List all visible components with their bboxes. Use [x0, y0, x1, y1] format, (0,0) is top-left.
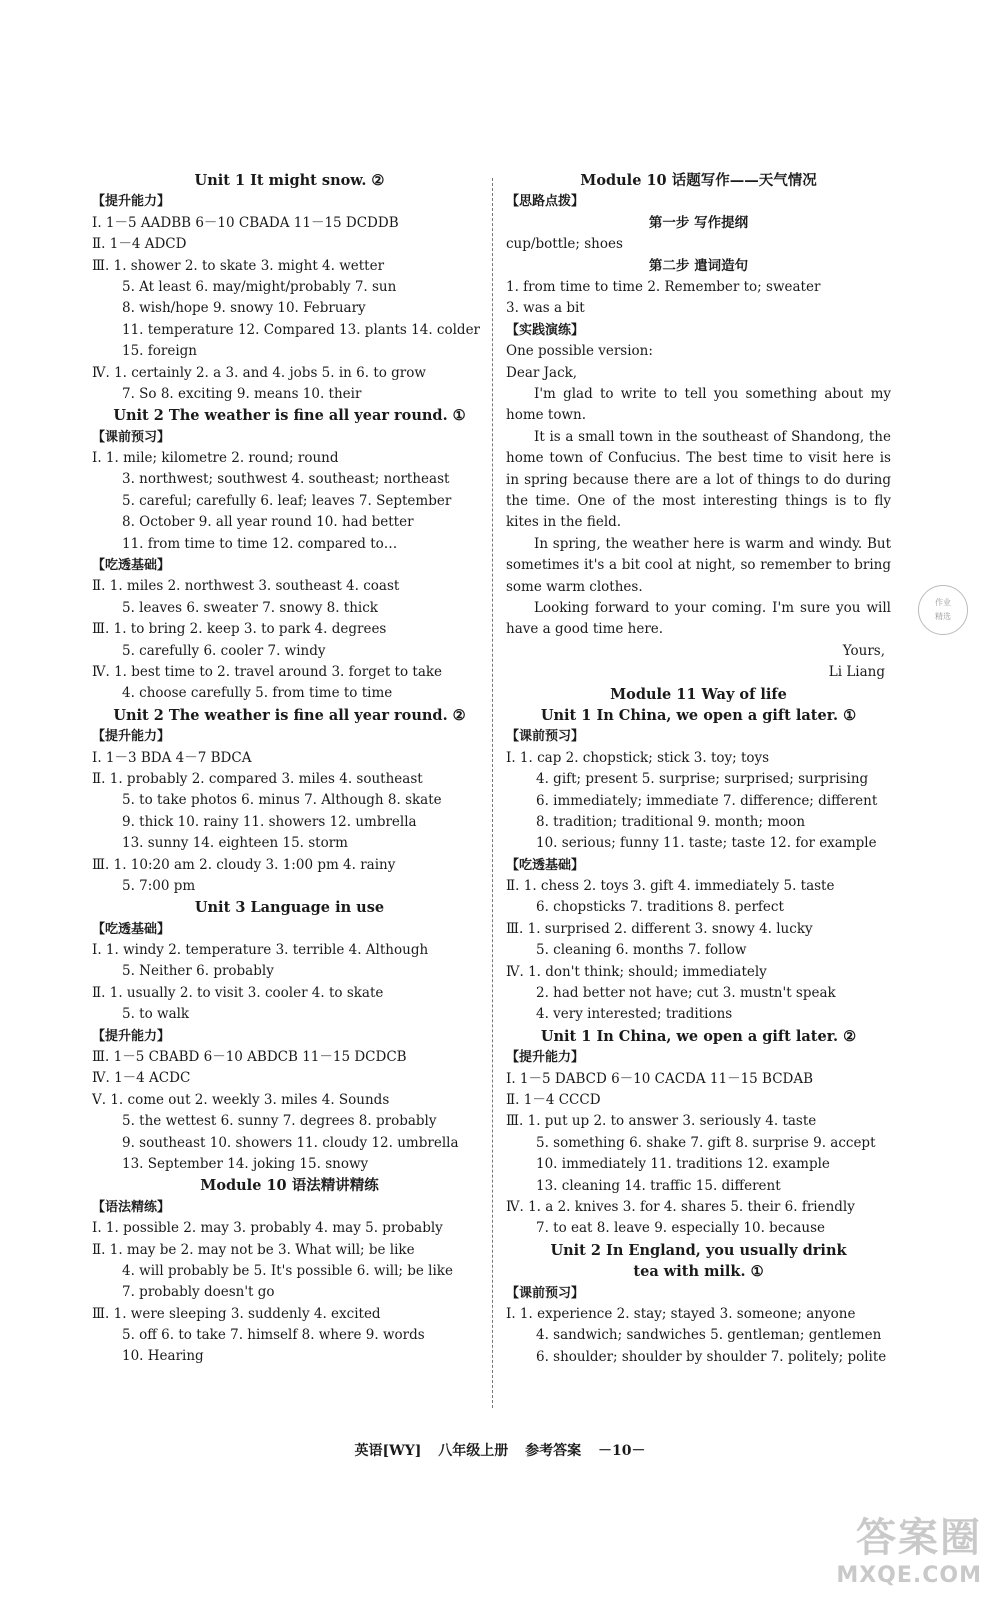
- answer-line: 6. chopsticks 7. traditions 8. perfect: [536, 899, 784, 916]
- answer-line: Ⅱ. 1－4 ADCD: [92, 236, 187, 253]
- section-title: tea with milk. ①: [633, 1263, 764, 1281]
- answer-line: 7. So 8. exciting 9. means 10. their: [122, 385, 362, 402]
- watermark-url: MXQE.COM: [836, 1563, 982, 1588]
- section-tag: 【吃透基础】: [92, 921, 171, 937]
- answer-line: Ⅲ. 1. to bring 2. keep 3. to park 4. degrees: [92, 621, 387, 638]
- answer-line: 4. gift; present 5. surprise; surprised; surprising: [536, 771, 869, 788]
- answer-line: 1. from time to time 2. Remember to; sweater: [506, 278, 821, 295]
- section-tag: 【提升能力】: [506, 1050, 585, 1066]
- answer-line: Ⅲ. 1. put up 2. to answer 3. seriously 4. taste: [506, 1113, 817, 1130]
- answer-line: Ⅴ. 1. come out 2. weekly 3. miles 4. Sounds: [92, 1091, 390, 1108]
- answer-line: 11. from time to time 12. compared to…: [122, 535, 398, 552]
- step-heading: 第一步 写作提纲: [648, 214, 749, 231]
- page-footer: [0, 1440, 1000, 1460]
- section-tag: 【吃透基础】: [92, 558, 171, 574]
- answer-line: Ⅲ. 1. surprised 2. different 3. snowy 4. lucky: [506, 920, 813, 937]
- section-tag: 【提升能力】: [92, 194, 171, 210]
- answer-line: 13. September 14. joking 15. snowy: [122, 1155, 369, 1172]
- answer-line: 5. 7:00 pm: [122, 877, 196, 894]
- answer-line: 5. something 6. shake 7. gift 8. surprise 9. accept: [536, 1134, 876, 1151]
- section-tag: 【语法精练】: [92, 1199, 171, 1215]
- section-title: Unit 1 It might snow. ②: [194, 172, 385, 189]
- answer-line: Ⅳ. 1. don't think; should; immediately: [506, 963, 767, 980]
- section-tag: 【课前预习】: [506, 1285, 585, 1301]
- answer-line: Ⅰ. 1. possible 2. may 3. probably 4. may 5. probably: [92, 1220, 443, 1237]
- answer-line: 3. northwest; southwest 4. southeast; northeast: [122, 471, 450, 488]
- answer-line: Ⅲ. 1. were sleeping 3. suddenly 4. excited: [92, 1305, 381, 1322]
- section-tag: 【实践演练】: [506, 322, 585, 338]
- answer-line: 10. serious; funny 11. taste; taste 12. for example: [536, 835, 877, 852]
- right-column: [506, 170, 891, 1368]
- section-title: Unit 3 Language in use: [194, 899, 385, 917]
- site-watermark: [836, 1506, 982, 1588]
- answer-line: 4. sandwich; sandwiches 5. gentleman; gentlemen: [536, 1327, 882, 1344]
- answer-line: One possible version:: [506, 343, 653, 360]
- answer-line: Ⅱ. 1. probably 2. compared 3. miles 4. southeast: [92, 770, 423, 787]
- answer-line: 6. shoulder; shoulder by shoulder 7. politely; polite: [536, 1348, 887, 1365]
- answer-line: Ⅳ. 1. a 2. knives 3. for 4. shares 5. their 6. friendly: [506, 1198, 855, 1215]
- section-tag: 【思路点拨】: [506, 194, 585, 210]
- answer-line: Dear Jack,: [506, 364, 578, 381]
- footer-grade: 八年级上册: [438, 1443, 509, 1459]
- answer-line: 3. was a bit: [506, 300, 585, 317]
- answer-line: 4. choose carefully 5. from time to time: [122, 685, 393, 702]
- signature-line: Yours,: [842, 642, 885, 659]
- answer-line: Ⅳ. 1. best time to 2. travel around 3. forget to take: [92, 663, 443, 680]
- answer-line: Ⅱ. 1－4 CCCD: [506, 1091, 601, 1108]
- watermark-logo: 答案圈: [856, 1515, 982, 1561]
- section-tag: 【课前预习】: [92, 429, 171, 445]
- section-title: Module 10 话题写作——天气情况: [580, 172, 817, 189]
- answer-line: Ⅰ. 1－5 AADBB 6－10 CBADA 11－15 DCDDB: [92, 214, 399, 231]
- answer-line: Ⅱ. 1. may be 2. may not be 3. What will; be like: [92, 1241, 415, 1258]
- answer-line: Ⅰ. 1. windy 2. temperature 3. terrible 4. Although: [92, 942, 429, 959]
- answer-line: Ⅱ. 1. miles 2. northwest 3. southeast 4. coast: [92, 578, 400, 595]
- section-tag: 【课前预习】: [506, 729, 585, 745]
- answer-line: 10. Hearing: [122, 1348, 204, 1365]
- answer-line: 5. to walk: [122, 1006, 190, 1023]
- answer-line: Ⅱ. 1. usually 2. to visit 3. cooler 4. to skate: [92, 984, 384, 1001]
- answer-line: 9. thick 10. rainy 11. showers 12. umbrella: [122, 813, 417, 830]
- answer-line: 5. to take photos 6. minus 7. Although 8. skate: [122, 792, 442, 809]
- answer-line: 5. the wettest 6. sunny 7. degrees 8. probably: [122, 1113, 437, 1130]
- answer-line: 10. immediately 11. traditions 12. example: [536, 1156, 830, 1173]
- essay-paragraph: It is a small town in the southeast of Shandong, the home town of Confucius. The best time to visit here is in spring because there are a lot of things to do during the time. One of the most interesting things is to fly kites in the field.: [506, 428, 891, 531]
- signature-line: Li Liang: [828, 664, 885, 681]
- section-title: Module 10 语法精讲精练: [200, 1177, 379, 1195]
- answer-line: 5. At least 6. may/might/probably 7. sun: [122, 278, 397, 295]
- answer-line: 7. to eat 8. leave 9. especially 10. because: [536, 1220, 826, 1237]
- answer-line: 7. probably doesn't go: [122, 1284, 275, 1301]
- answer-line: 5. Neither 6. probably: [122, 963, 274, 980]
- answer-line: Ⅳ. 1－4 ACDC: [92, 1070, 191, 1087]
- footer-subject: 英语[WY]: [354, 1443, 422, 1459]
- answer-line: Ⅲ. 1. shower 2. to skate 3. might 4. wetter: [92, 257, 385, 274]
- answer-line: Ⅰ. 1. experience 2. stay; stayed 3. someone; anyone: [506, 1305, 856, 1322]
- step-heading: 第二步 遣词造句: [648, 257, 749, 274]
- answer-line: Ⅳ. 1. certainly 2. a 3. and 4. jobs 5. in 6. to grow: [92, 364, 426, 381]
- answer-line: 8. tradition; traditional 9. month; moon: [536, 813, 806, 830]
- answer-line: 6. immediately; immediate 7. difference; different: [536, 792, 878, 809]
- essay-paragraph: I'm glad to write to tell you something about my home town.: [506, 385, 891, 424]
- answer-line: 5. off 6. to take 7. himself 8. where 9. words: [122, 1327, 425, 1344]
- answer-line: 5. cleaning 6. months 7. follow: [536, 942, 747, 959]
- answer-line: 5. careful; carefully 6. leaf; leaves 7. September: [122, 492, 452, 509]
- section-tag: 【提升能力】: [92, 1028, 171, 1044]
- essay-paragraph: Looking forward to your coming. I'm sure you will have a good time here.: [506, 599, 891, 638]
- section-title: Unit 2 The weather is fine all year round. ②: [113, 706, 466, 724]
- answer-line: cup/bottle; shoes: [506, 236, 623, 253]
- answer-line: 4. will probably be 5. It's possible 6. will; be like: [122, 1262, 453, 1279]
- section-title: Unit 1 In China, we open a gift later. ①: [540, 706, 857, 724]
- section-tag: 【吃透基础】: [506, 857, 585, 873]
- answer-line: 4. very interested; traditions: [536, 1006, 733, 1023]
- section-title: Unit 1 In China, we open a gift later. ②: [540, 1027, 857, 1045]
- essay-paragraph: In spring, the weather here is warm and windy. But sometimes it's a bit cool at night, so remember to bring some warm clothes.: [506, 535, 891, 595]
- footer-label: 参考答案: [525, 1443, 582, 1459]
- answer-line: Ⅲ. 1. 10:20 am 2. cloudy 3. 1:00 pm 4. rainy: [92, 856, 396, 873]
- answer-line: 5. carefully 6. cooler 7. windy: [122, 642, 326, 659]
- page-number: －10－: [598, 1443, 646, 1459]
- section-title: Unit 2 In England, you usually drink: [550, 1241, 847, 1259]
- answer-line: 8. wish/hope 9. snowy 10. February: [122, 300, 366, 317]
- answer-line: 13. cleaning 14. traffic 15. different: [536, 1177, 781, 1194]
- stamp-mark: 作业 精选: [918, 585, 968, 635]
- answer-line: Ⅰ. 1－5 DABCD 6－10 CACDA 11－15 BCDAB: [506, 1070, 814, 1087]
- column-divider: [492, 178, 493, 1408]
- answer-line: 11. temperature 12. Compared 13. plants 14. colder: [122, 321, 481, 338]
- section-title: Unit 2 The weather is fine all year round. ①: [113, 407, 466, 425]
- answer-line: Ⅰ. 1－3 BDA 4－7 BDCA: [92, 749, 252, 766]
- answer-line: 8. October 9. all year round 10. had better: [122, 514, 414, 531]
- left-column: [92, 170, 487, 1368]
- answer-line: 15. foreign: [122, 343, 197, 360]
- section-title: Module 11 Way of life: [610, 685, 787, 703]
- section-tag: 【提升能力】: [92, 729, 171, 745]
- answer-line: Ⅱ. 1. chess 2. toys 3. gift 4. immediately 5. taste: [506, 878, 835, 895]
- answer-line: 13. sunny 14. eighteen 15. storm: [122, 835, 348, 852]
- answer-line: Ⅰ. 1. cap 2. chopstick; stick 3. toy; toys: [506, 749, 770, 766]
- answer-line: 9. southeast 10. showers 11. cloudy 12. umbrella: [122, 1134, 459, 1151]
- answer-line: 2. had better not have; cut 3. mustn't speak: [536, 985, 836, 1002]
- answer-line: 5. leaves 6. sweater 7. snowy 8. thick: [122, 599, 378, 616]
- answer-line: Ⅰ. 1. mile; kilometre 2. round; round: [92, 450, 339, 467]
- answer-line: Ⅲ. 1－5 CBABD 6－10 ABDCB 11－15 DCDCB: [92, 1049, 407, 1066]
